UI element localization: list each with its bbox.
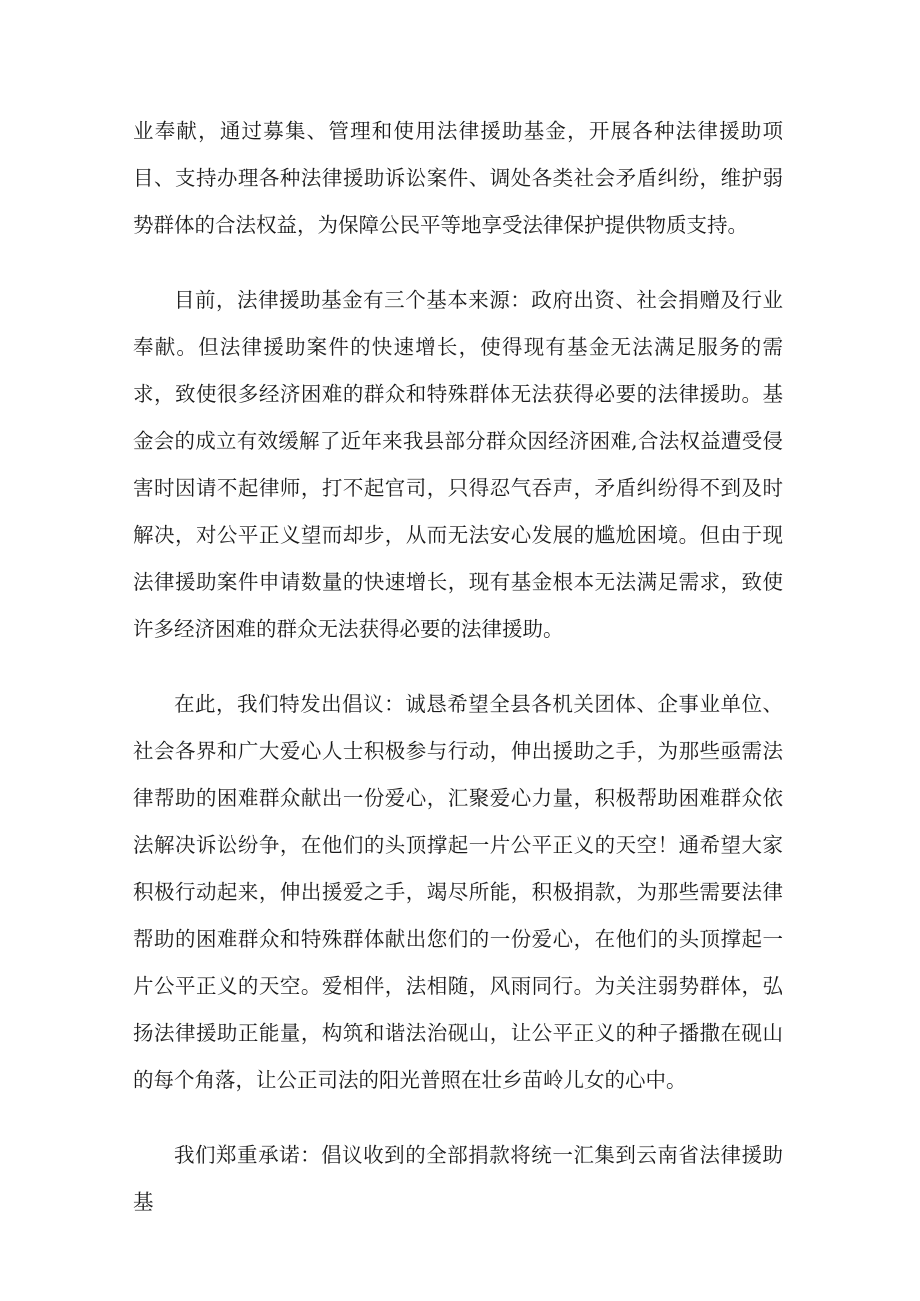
paragraph-gap <box>133 249 783 277</box>
paragraph-4: 我们郑重承诺：倡议收到的全部捐款将统一汇集到云南省法律援助基 <box>133 1143 783 1214</box>
document-body <box>133 108 783 1226</box>
paragraph-3: 在此，我们特发出倡议：诚恳希望全县各机关团体、企事业单位、社会各界和广大爱心人士积极参与行动，伸出援助之手，为那些亟需法律帮助的困难群众献出一份爱心，汇聚爱心力量，积极帮助困难群众依法解决诉讼纷争，在他们的头顶撑起一片公平正义的天空！通希望大家积极行动起来，伸出援爱之手，竭尽所能，积极捐款，为那些需要法律帮助的困难群众和特殊群体献出您们的一份爱心，在他们的头顶撑起一片公平正义的天空。爱相伴，法相随，风雨同行。为关注弱势群体，弘扬法律援助正能量，构筑和谐法治砚山，让公平正义的种子播撒在砚山的每个角落，让公正司法的阳光普照在壮乡苗岭儿女的心中。 <box>133 692 783 1092</box>
paragraph-1: 业奉献，通过募集、管理和使用法律援助基金，开展各种法律援助项目、支持办理各种法律援助诉讼案件、调处各类社会矛盾纠纷，维护弱势群体的合法权益，为保障公民平等地享受法律保护提供物质支持。 <box>133 119 783 237</box>
paragraph-2: 目前，法律援助基金有三个基本来源：政府出资、社会捐赠及行业奉献。但法律援助案件的快速增长，使得现有基金无法满足服务的需求，致使很多经济困难的群众和特殊群体无法获得必要的法律援助。基金会的成立有效缓解了近年来我县部分群众因经济困难,合法权益遭受侵害时因请不起律师，打不起官司，只得忍气吞声，矛盾纠纷得不到及时解决，对公平正义望而却步，从而无法安心发展的尴尬困境。但由于现法律援助案件申请数量的快速增长，现有基金根本无法满足需求，致使许多经济困难的群众无法获得必要的法律援助。 <box>133 288 783 641</box>
paragraph-gap <box>133 1104 783 1132</box>
paragraph-gap <box>133 653 783 681</box>
